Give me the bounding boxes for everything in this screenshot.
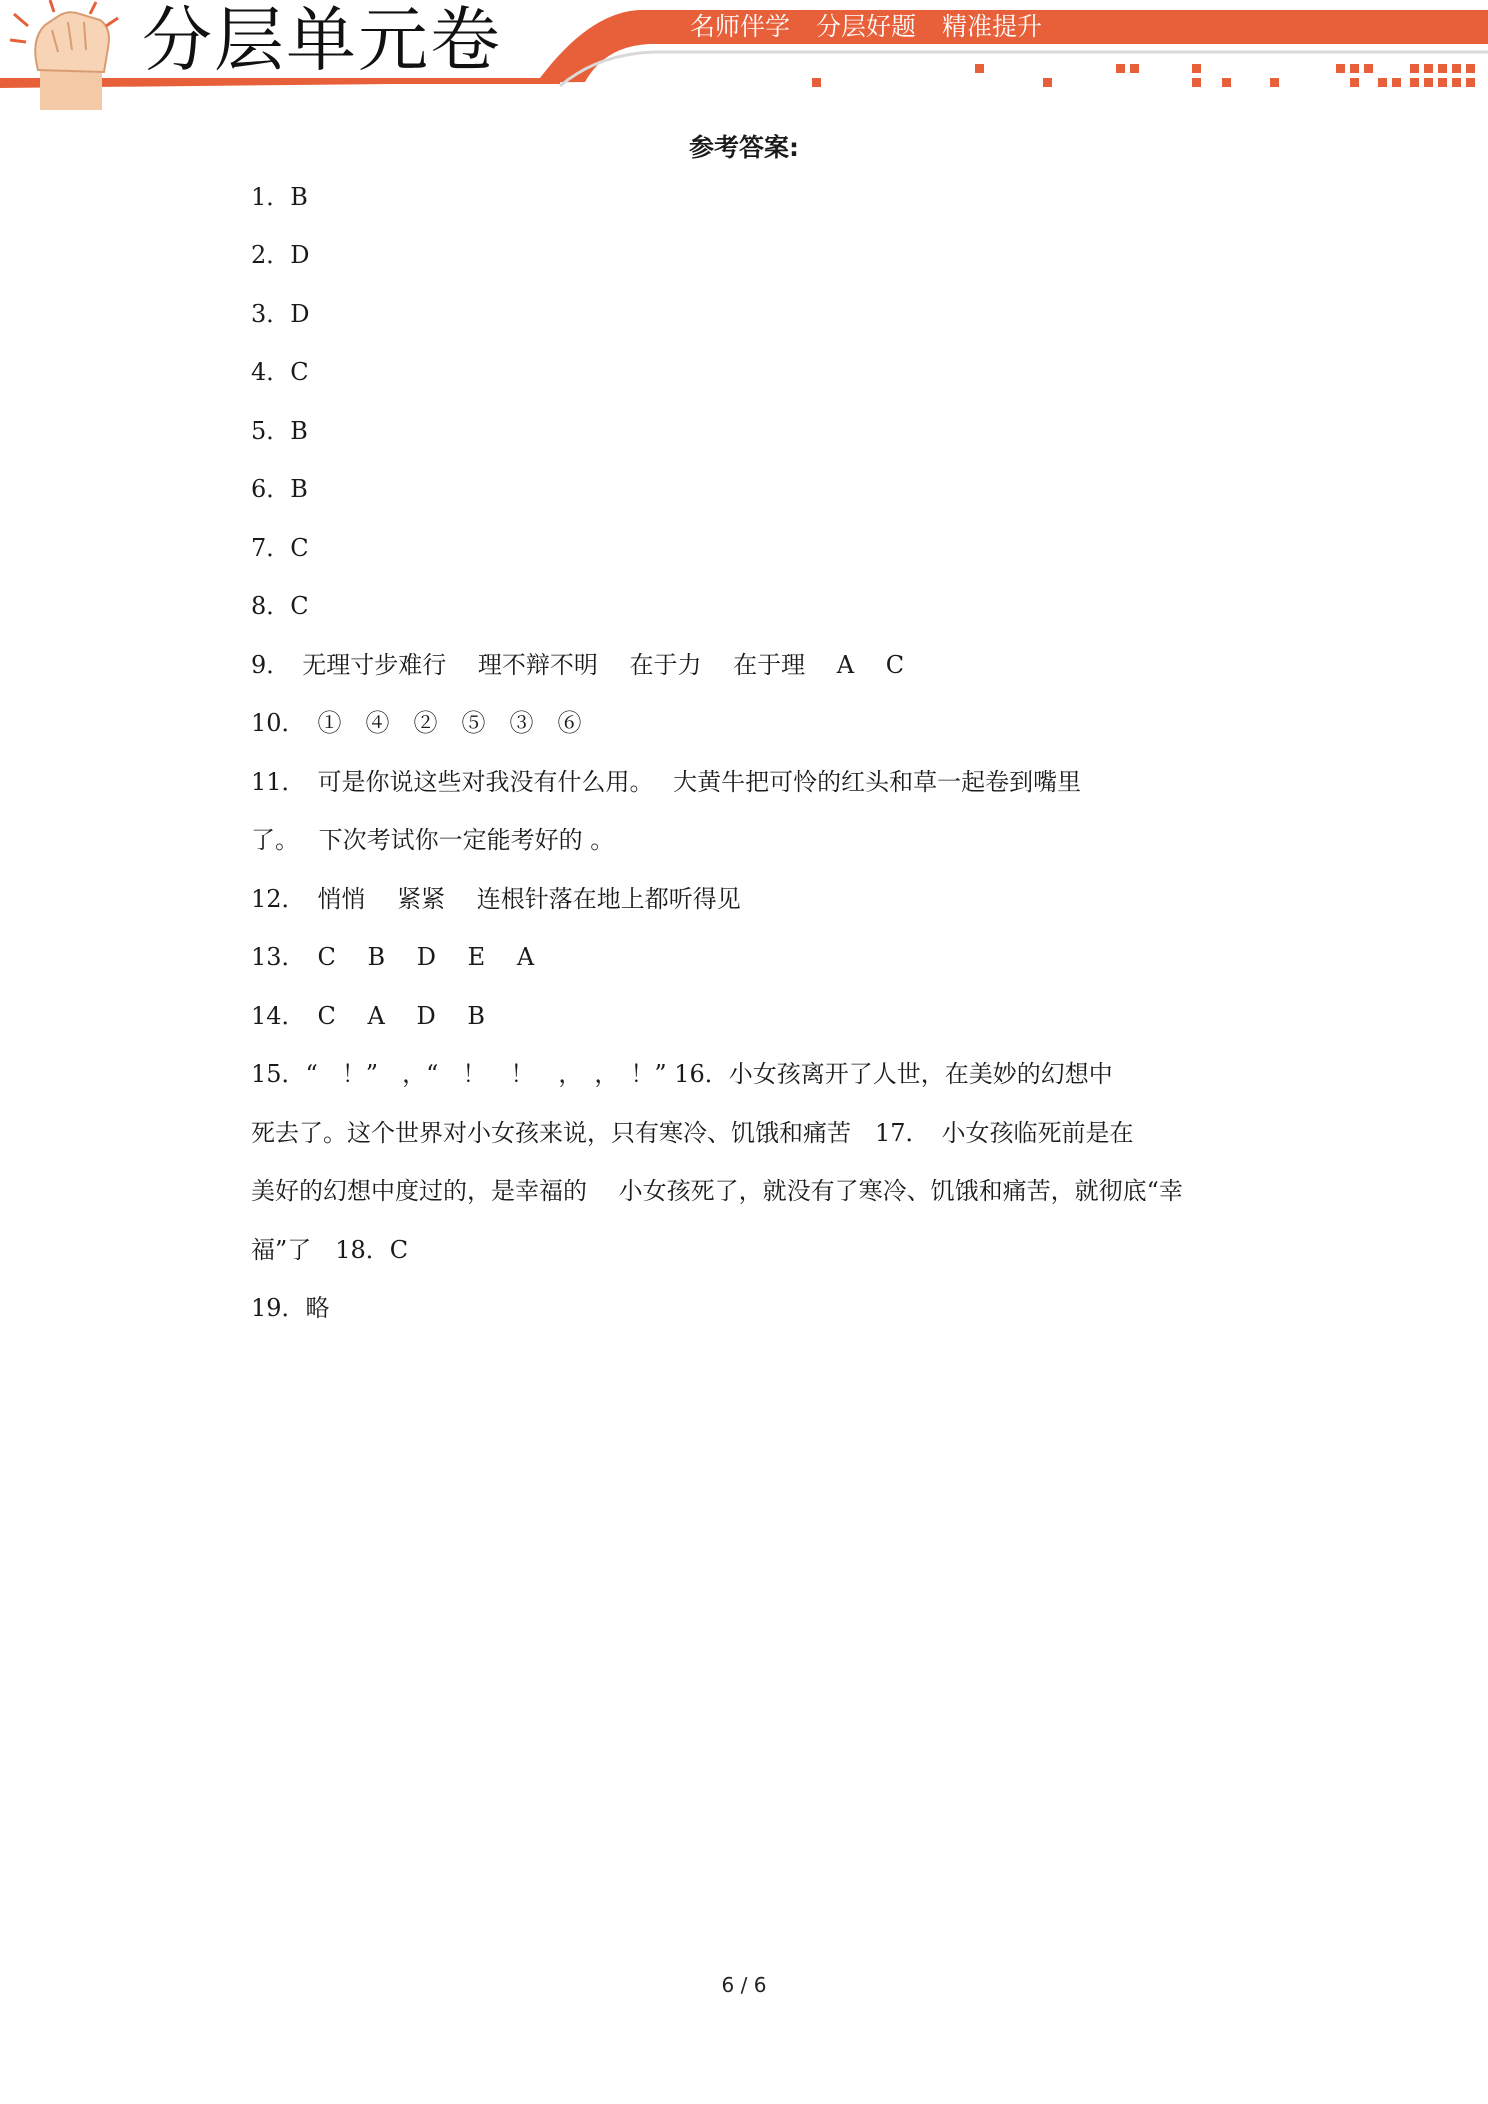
answer-8: 8．C bbox=[251, 592, 309, 620]
answer-5: 5．B bbox=[251, 417, 308, 445]
answer-4: 4．C bbox=[251, 358, 309, 386]
answer-11-continued: 了。 下次考试你一定能考好的 。 bbox=[251, 826, 615, 854]
slogan-2: 分层好题 bbox=[816, 12, 917, 41]
header-banner bbox=[0, 0, 1488, 120]
answer-10: 10． ① ④ ② ⑤ ③ ⑥ bbox=[251, 709, 582, 737]
paragraph-line: 美好的幻想中度过的，是幸福的 小女孩死了，就没有了寒冷、饥饿和痛苦，就彻底“幸 bbox=[251, 1177, 1183, 1205]
slogan-1: 名师伴学 bbox=[690, 12, 791, 41]
answer-12: 12． 悄悄 紧紧 连根针落在地上都听得见 bbox=[251, 885, 741, 913]
paragraph-line: 15．“ ！” ，“ ！ ！ ， ， ！” 16．小女孩离开了人世，在美妙的幻想中 bbox=[251, 1060, 1113, 1088]
answer-7: 7．C bbox=[251, 534, 309, 562]
answer-19: 19．略 bbox=[251, 1294, 330, 1322]
paragraph-line: 死去了。这个世界对小女孩来说，只有寒冷、饥饿和痛苦 17． 小女孩临死前是在 bbox=[251, 1118, 1134, 1147]
answer-15-18-paragraph bbox=[251, 1045, 1241, 1279]
decorative-squares bbox=[812, 64, 1475, 87]
answer-1: 1．B bbox=[251, 183, 308, 211]
answer-6: 6．B bbox=[251, 475, 308, 503]
answer-9: 9． 无理寸步难行 理不辩不明 在于力 在于理 A C bbox=[251, 651, 905, 679]
answer-13: 13． C B D E A bbox=[251, 943, 535, 971]
answer-11: 11． 可是你说这些对我没有什么用。 大黄牛把可怜的红头和草一起卷到嘴里 bbox=[251, 768, 1082, 796]
brand-title: 分层单元卷 bbox=[142, 0, 502, 81]
answer-3: 3．D bbox=[251, 300, 310, 328]
slogan-3: 精准提升 bbox=[942, 12, 1043, 41]
raised-fist-icon bbox=[10, 0, 118, 110]
page-number: 6 / 6 bbox=[721, 1973, 767, 1997]
paragraph-line: 福”了 18．C bbox=[251, 1235, 409, 1264]
answer-2: 2．D bbox=[251, 241, 310, 269]
answer-key-heading: 参考答案: bbox=[689, 133, 799, 162]
answer-14: 14． C A D B bbox=[251, 1002, 485, 1030]
